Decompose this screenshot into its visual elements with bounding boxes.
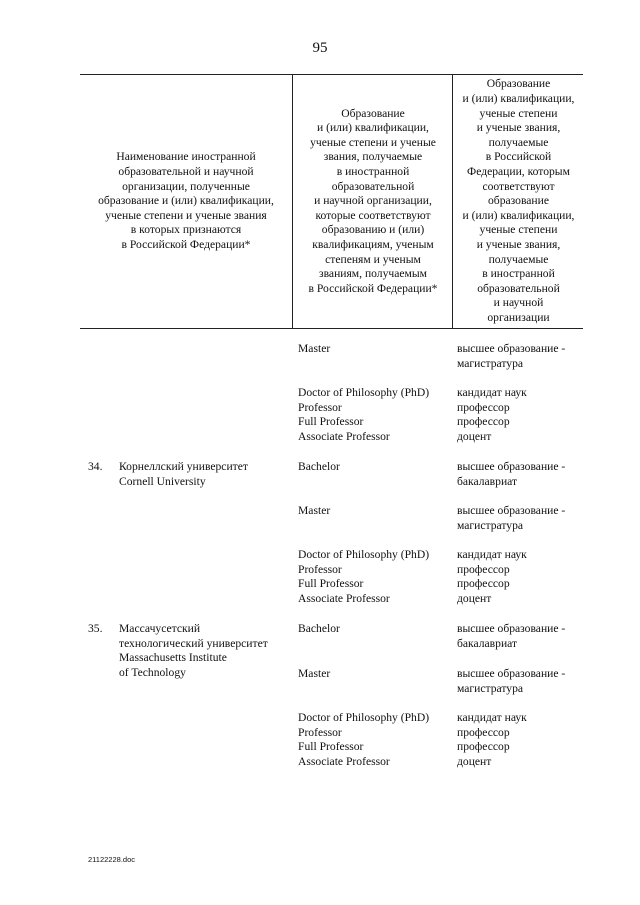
qualification-foreign: Bachelor — [298, 622, 340, 635]
qualification-russian: высшее образование - бакалавриат — [457, 622, 566, 650]
qualification-foreign: Master — [298, 667, 331, 680]
qualification-foreign: Master — [298, 504, 331, 517]
document-filename: 21122228.doc — [88, 855, 135, 864]
qualification-foreign: Master — [298, 342, 331, 355]
qualification-russian: высшее образование - магистратура — [457, 504, 566, 532]
qualification-foreign: Doctor of Philosophy (PhD) Professor Full Professor Associate Professor — [298, 711, 430, 768]
page-number: 95 — [312, 40, 328, 56]
header-col-foreign-qualification: Образование и (или) квалификации, ученые степени и ученые звания, получаемые в иностранной образовательной и научной организации, которые соответствуют образованию и (или) квалификациям, ученым степеням и ученым званиям, получаемым в Российской Федерации* — [292, 75, 453, 328]
qualification-russian: высшее образование - магистратура — [457, 342, 566, 370]
header-col-russian-qualification: Образование и (или) квалификации, ученые степени и ученые звания, получаемые в Российской Федерации, которым соответствуют образование и (или) квалификации, ученые степени и ученые звания, получаемые в иностранной образовательной и научной организации — [452, 75, 584, 328]
qualification-russian: высшее образование - бакалавриат — [457, 460, 566, 488]
entry-number: 35. — [88, 622, 103, 635]
qualification-russian: кандидат наук профессор профессор доцент — [457, 548, 527, 605]
table-header — [80, 74, 583, 329]
qualification-russian: кандидат наук профессор профессор доцент — [457, 711, 527, 768]
qualification-foreign: Doctor of Philosophy (PhD) Professor Full Professor Associate Professor — [298, 386, 430, 443]
header-col-organization: Наименование иностранной образовательной и научной организации, полученные образование и (или) квалификации, ученые степени и ученые звания в которых признаются в Российской Федерации* — [98, 150, 274, 251]
qualification-russian: кандидат наук профессор профессор доцент — [457, 386, 527, 443]
organization-name: Массачусетский технологический университет Massachusetts Institute of Technology — [119, 622, 268, 679]
qualification-foreign: Doctor of Philosophy (PhD) Professor Full Professor Associate Professor — [298, 548, 430, 605]
organization-name: Корнеллский университет Cornell University — [119, 460, 248, 488]
entry-number: 34. — [88, 460, 103, 473]
qualification-foreign: Bachelor — [298, 460, 340, 473]
qualification-russian: высшее образование - магистратура — [457, 667, 566, 695]
